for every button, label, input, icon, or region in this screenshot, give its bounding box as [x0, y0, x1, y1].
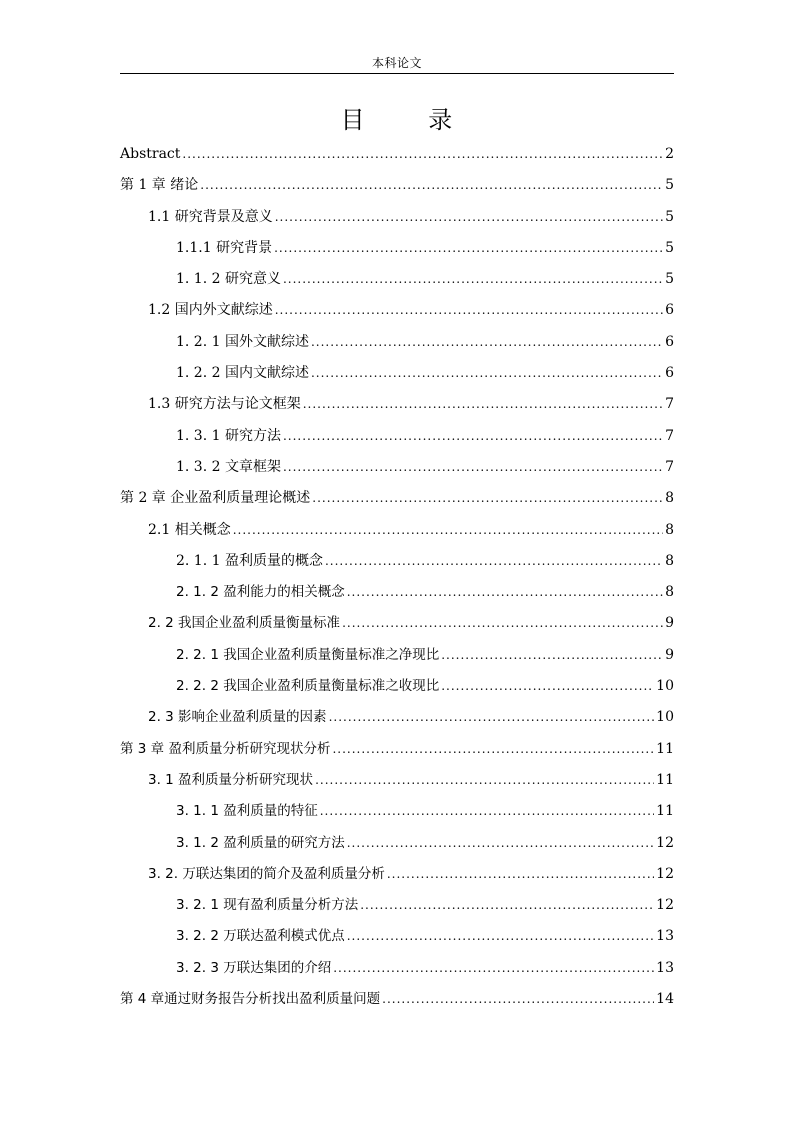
toc-entry-chapter-3[interactable]	[120, 734, 674, 765]
dot-leader	[311, 358, 663, 389]
toc-entry-subsection-1-3-2[interactable]	[120, 452, 674, 483]
toc-entry-subsection-1-1-2[interactable]	[120, 264, 674, 295]
toc-entry-page: 12	[656, 897, 674, 914]
toc-entry-page: 5	[665, 177, 674, 194]
toc-entry-title: 2. 2. 2 我国企业盈利质量衡量标准之收现比	[176, 678, 440, 695]
toc-entry-subsection-2-2-1[interactable]	[120, 640, 674, 671]
dot-leader	[283, 421, 663, 452]
toc-entry-subsection-2-2-2[interactable]	[120, 671, 674, 702]
dot-leader	[275, 202, 663, 233]
toc-entry-subsection-1-1-1[interactable]	[120, 233, 674, 264]
dot-leader	[347, 828, 654, 859]
dot-leader	[333, 953, 654, 984]
toc-entry-page: 2	[665, 146, 674, 162]
toc-entry-title: 2. 2. 1 我国企业盈利质量衡量标准之净现比	[176, 646, 440, 663]
toc-entry-section-2-3[interactable]	[120, 702, 674, 733]
dot-leader	[332, 734, 654, 765]
toc-entry-page: 12	[656, 865, 674, 882]
toc-entry-page: 13	[656, 928, 674, 945]
toc-entry-page: 8	[665, 584, 674, 601]
dot-leader	[360, 890, 654, 921]
toc-entry-section-2-1[interactable]	[120, 515, 674, 546]
toc-entry-page: 8	[665, 521, 674, 538]
toc-entry-section-3-1[interactable]	[120, 765, 674, 796]
dot-leader	[347, 921, 654, 952]
toc-entry-title: 3. 1. 1 盈利质量的特征	[176, 803, 318, 820]
toc-entry-page: 5	[665, 239, 674, 256]
toc-entry-page: 6	[665, 365, 674, 382]
toc-entry-title: 3. 1. 2 盈利质量的研究方法	[176, 834, 345, 851]
toc-entry-chapter-2[interactable]	[120, 483, 674, 514]
page-header: 本科论文	[371, 56, 422, 70]
toc-entry-page: 13	[656, 959, 674, 976]
toc-entry-subsection-2-1-1[interactable]	[120, 546, 674, 577]
toc-entry-title: 1.3 研究方法与论文框架	[148, 396, 301, 413]
toc-entry-subsection-3-1-2[interactable]	[120, 828, 674, 859]
toc-entry-title: 第 4 章通过财务报告分析找出盈利质量问题	[120, 991, 381, 1008]
toc-entry-title: 1. 3. 1 研究方法	[176, 427, 281, 444]
toc-entry-page: 11	[656, 803, 674, 820]
toc-entry-title: 3. 1 盈利质量分析研究现状	[148, 771, 314, 788]
toc-entry-title: 3. 2. 1 现有盈利质量分析方法	[176, 897, 359, 914]
dot-leader	[311, 327, 663, 358]
dot-leader	[312, 483, 663, 514]
dot-leader	[342, 608, 663, 639]
toc-entry-subsection-3-2-1[interactable]	[120, 890, 674, 921]
toc-entry-subsection-2-1-2[interactable]	[120, 577, 674, 608]
toc-entry-title: 2.1 相关概念	[148, 521, 231, 538]
toc-entry-chapter-4[interactable]	[120, 984, 674, 1015]
dot-leader	[320, 796, 654, 827]
toc-entry-title: 3. 2. 2 万联达盈利模式优点	[176, 928, 345, 945]
dot-leader	[275, 295, 663, 326]
toc-entry-title: 2. 3 影响企业盈利质量的因素	[148, 709, 327, 726]
toc-entry-abstract[interactable]	[120, 139, 674, 170]
dot-leader	[441, 671, 654, 702]
toc-entry-page: 11	[656, 771, 674, 788]
toc-entry-title: 第 2 章 企业盈利质量理论概述	[120, 490, 311, 507]
toc-entry-title: 1. 1. 2 研究意义	[176, 271, 281, 288]
toc-entry-title: 1. 2. 1 国外文献综述	[176, 333, 309, 350]
toc-entry-title: 1. 3. 2 文章框架	[176, 458, 281, 475]
toc-entry-page: 6	[665, 333, 674, 350]
toc-entry-section-1-3[interactable]	[120, 389, 674, 420]
toc-title: 目 录	[340, 106, 481, 134]
toc-entry-title: 2. 1. 1 盈利质量的概念	[176, 552, 323, 569]
toc-entry-section-2-2[interactable]	[120, 608, 674, 639]
toc-entry-page: 12	[656, 834, 674, 851]
toc-entry-title: 第 3 章 盈利质量分析研究现状分析	[120, 740, 331, 757]
dot-leader	[441, 640, 663, 671]
dot-leader	[329, 702, 655, 733]
toc-entry-title: 3. 2. 万联达集团的简介及盈利质量分析	[148, 865, 385, 882]
dot-leader	[347, 577, 663, 608]
dot-leader	[274, 233, 663, 264]
dot-leader	[325, 546, 663, 577]
toc-entry-subsection-3-2-3[interactable]	[120, 953, 674, 984]
toc-entry-title: 3. 2. 3 万联达集团的介绍	[176, 959, 332, 976]
toc-entry-page: 9	[665, 615, 674, 632]
toc-entry-section-1-1[interactable]	[120, 202, 674, 233]
toc-entry-page: 6	[665, 302, 674, 319]
dot-leader	[283, 452, 663, 483]
toc-entry-subsection-3-2-2[interactable]	[120, 921, 674, 952]
toc-entry-page: 7	[665, 458, 674, 475]
toc-entry-page: 10	[656, 709, 674, 726]
dot-leader	[387, 859, 654, 890]
toc-entry-page: 5	[665, 271, 674, 288]
toc-entry-title: 1.1.1 研究背景	[176, 239, 273, 256]
toc-entry-page: 8	[665, 552, 674, 569]
toc-entry-subsection-1-2-2[interactable]	[120, 358, 674, 389]
dot-leader	[315, 765, 654, 796]
toc-entry-title: 第 1 章 绪论	[120, 177, 199, 194]
toc-entry-page: 11	[656, 740, 674, 757]
header-rule	[120, 73, 674, 74]
toc-entry-title: 2. 2 我国企业盈利质量衡量标准	[148, 615, 341, 632]
toc-entry-page: 7	[665, 396, 674, 413]
toc-entry-subsection-1-3-1[interactable]	[120, 421, 674, 452]
toc-entry-page: 8	[665, 490, 674, 507]
toc-entry-subsection-1-2-1[interactable]	[120, 327, 674, 358]
toc-entry-subsection-3-1-1[interactable]	[120, 796, 674, 827]
dot-leader	[200, 170, 663, 201]
toc-entry-title: 2. 1. 2 盈利能力的相关概念	[176, 584, 345, 601]
toc-entry-title: Abstract	[120, 146, 181, 162]
toc-entry-section-3-2[interactable]	[120, 859, 674, 890]
toc-entry-section-1-2[interactable]	[120, 295, 674, 326]
dot-leader	[382, 984, 654, 1015]
toc-entry-title: 1.1 研究背景及意义	[148, 208, 273, 225]
dot-leader	[233, 515, 663, 546]
dot-leader	[182, 139, 663, 170]
table-of-contents	[120, 139, 674, 1015]
toc-entry-page: 9	[665, 646, 674, 663]
toc-entry-page: 14	[656, 991, 674, 1008]
toc-entry-chapter-1[interactable]	[120, 170, 674, 201]
toc-entry-page: 5	[665, 208, 674, 225]
toc-entry-page: 7	[665, 427, 674, 444]
toc-entry-title: 1. 2. 2 国内文献综述	[176, 365, 309, 382]
dot-leader	[283, 264, 663, 295]
toc-entry-page: 10	[656, 678, 674, 695]
dot-leader	[303, 389, 663, 420]
toc-entry-title: 1.2 国内外文献综述	[148, 302, 273, 319]
